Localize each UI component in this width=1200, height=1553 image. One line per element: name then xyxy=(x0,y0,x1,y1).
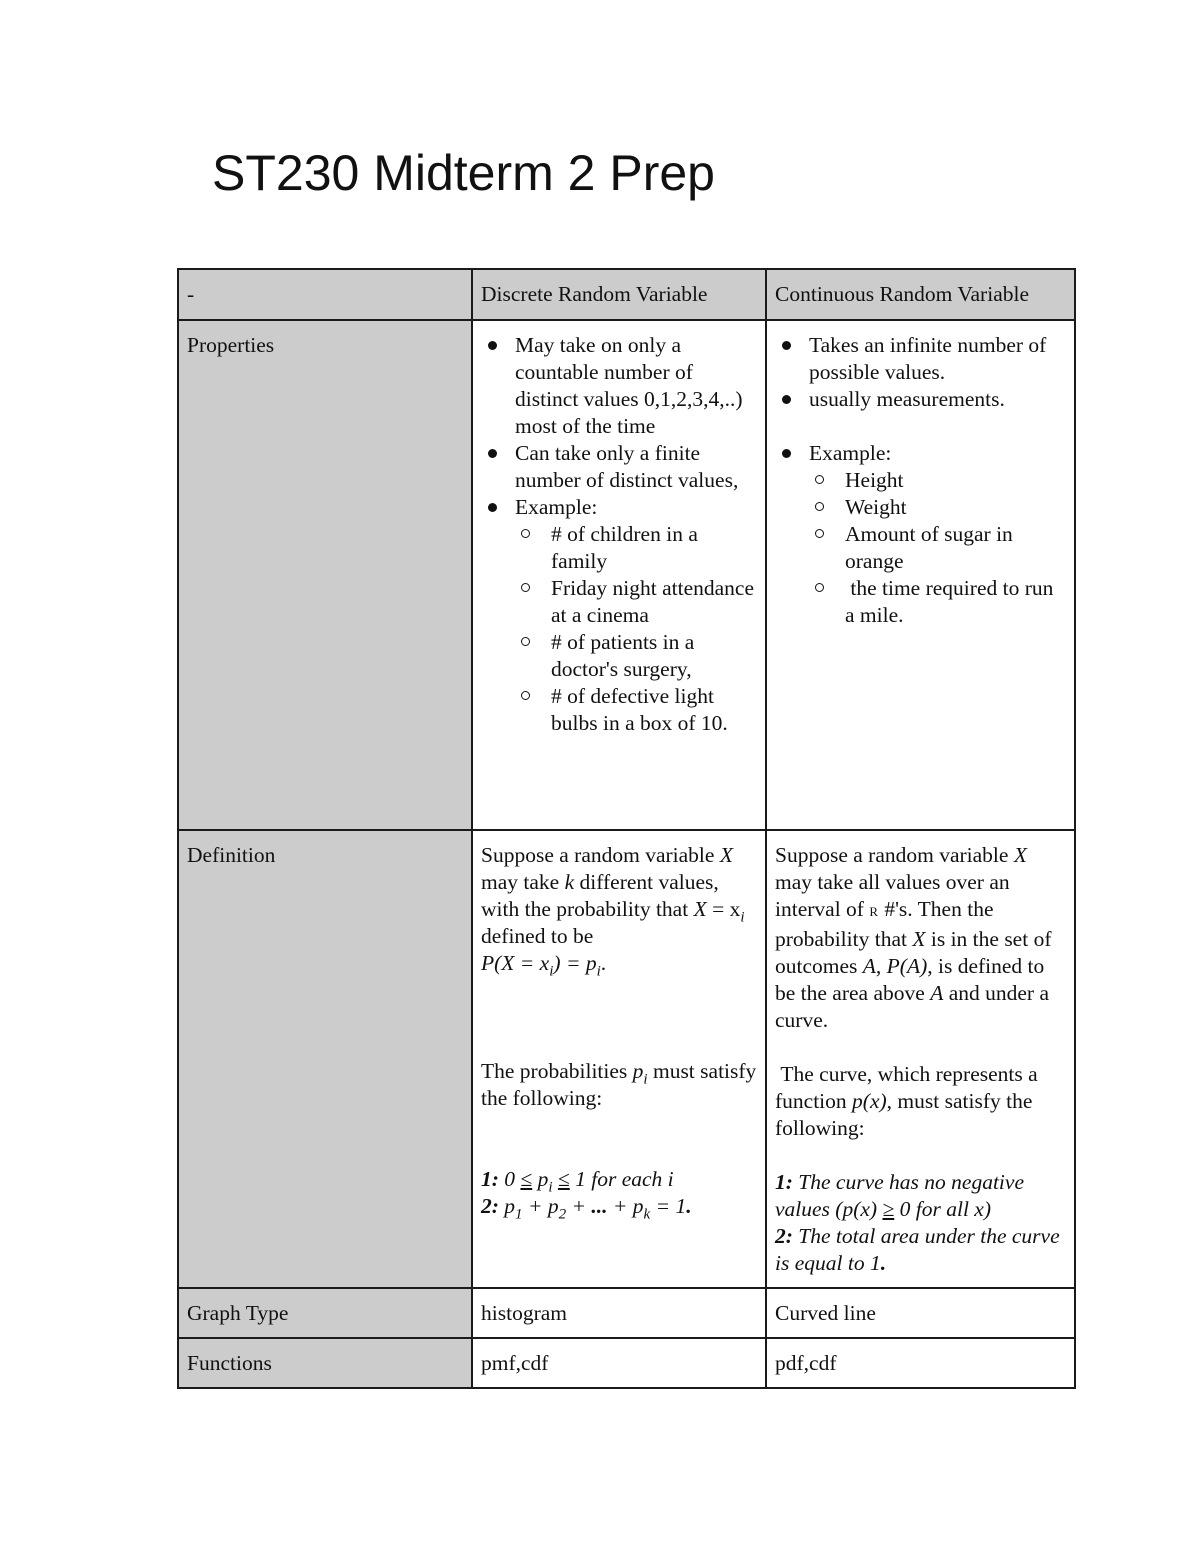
text-run: ≥ xyxy=(882,1197,895,1221)
variable-a: A xyxy=(930,981,944,1005)
text-run: 1 for each i xyxy=(569,1167,674,1191)
header-corner-cell: - xyxy=(178,269,472,320)
subscript-i: i xyxy=(549,963,554,980)
discrete-condition-2 xyxy=(481,1193,757,1223)
variable-p: p xyxy=(632,1059,644,1083)
header-discrete-cell: Discrete Random Variable xyxy=(472,269,766,320)
text-run: ... xyxy=(591,1194,608,1218)
spacer xyxy=(481,1112,757,1166)
list-item: Amount of sugar in orange xyxy=(845,521,1066,575)
text-run: ≤ xyxy=(557,1167,570,1191)
text-run: Suppose a random variable xyxy=(481,843,720,867)
variable-x: X xyxy=(912,927,926,951)
text-run: The total area under the curve is equal to 1 xyxy=(775,1224,1060,1275)
continuous-conditions-intro xyxy=(775,1061,1066,1142)
list-item: the time required to run a mile. xyxy=(845,575,1066,629)
text-run: must satisfy the following: xyxy=(481,1059,757,1110)
text-run: defined to be xyxy=(481,924,594,948)
text-run: . xyxy=(600,951,607,975)
text-run: = 1 xyxy=(650,1194,687,1218)
continuous-definition-paragraph xyxy=(775,842,1066,1034)
example-label: Example: xyxy=(515,495,598,519)
real-numbers-symbol: R xyxy=(869,905,879,919)
table-row-definition xyxy=(178,830,1075,1288)
table-row-graph-type xyxy=(178,1288,1075,1338)
list-item: Weight xyxy=(845,494,1066,521)
subscript-i: i xyxy=(548,1179,553,1196)
list-item xyxy=(515,494,757,737)
page-title: ST230 Midterm 2 Prep xyxy=(212,145,715,201)
continuous-condition-1 xyxy=(775,1169,1066,1223)
list-item: May take on only a countable number of distinct values 0,1,2,3,4,..) most of the time xyxy=(515,332,757,440)
continuous-examples-list xyxy=(809,467,1066,629)
text-run: p xyxy=(532,1167,549,1191)
text-run: 0 for all x) xyxy=(894,1197,992,1221)
variable-a: A, P(A) xyxy=(862,954,928,978)
subscript-i: i xyxy=(596,963,601,980)
condition-number: 2: xyxy=(481,1194,499,1218)
header-continuous-cell: Continuous Random Variable xyxy=(766,269,1075,320)
text-run: . xyxy=(880,1251,887,1275)
example-label: Example: xyxy=(809,441,892,465)
row-label-definition: Definition xyxy=(178,830,472,1288)
text-run: + xyxy=(566,1194,592,1218)
continuous-examples-group xyxy=(775,440,1066,629)
functions-discrete-cell: pmf,cdf xyxy=(472,1338,766,1388)
properties-discrete-cell xyxy=(472,320,766,830)
text-run: , is defined to be the area above xyxy=(775,954,1045,1005)
discrete-properties-list xyxy=(481,332,757,737)
text-run: Suppose a random variable xyxy=(775,843,1014,867)
discrete-conditions-intro xyxy=(481,1058,757,1112)
graph-type-discrete-cell: histogram xyxy=(472,1288,766,1338)
subscript: k xyxy=(643,1206,651,1223)
variable-x: X xyxy=(719,843,733,867)
row-label-functions: Functions xyxy=(178,1338,472,1388)
text-run: p xyxy=(498,1194,516,1218)
list-item: usually measurements. xyxy=(809,386,1066,413)
text-run: #'s. Then the probability that xyxy=(775,897,994,951)
text-run: ≤ xyxy=(520,1167,533,1191)
subscript-i: i xyxy=(740,909,745,926)
text-run: = x xyxy=(706,897,741,921)
list-item: Friday night attendance at a cinema xyxy=(551,575,757,629)
spacer xyxy=(775,413,1066,440)
continuous-condition-2 xyxy=(775,1223,1066,1277)
subscript: 2 xyxy=(558,1206,567,1223)
variable-x: X xyxy=(1013,843,1027,867)
formula-part: P(X = x xyxy=(481,951,550,975)
function-p-of-x: p(x) xyxy=(852,1089,887,1113)
condition-number: 1: xyxy=(775,1170,793,1194)
spacer xyxy=(481,977,757,1031)
text-run: may take xyxy=(481,870,565,894)
condition-number: 2: xyxy=(775,1224,793,1248)
text-run: The curve, which represents a function xyxy=(775,1062,1044,1113)
text-run: different values, with the probability that xyxy=(481,870,719,921)
text-run: The curve has no negative values (p(x) xyxy=(775,1170,1024,1221)
row-label-graph-type: Graph Type xyxy=(178,1288,472,1338)
variable-k: k xyxy=(564,870,575,894)
text-run: + p xyxy=(522,1194,559,1218)
discrete-condition-1 xyxy=(481,1166,757,1196)
spacer xyxy=(481,1031,757,1058)
text-run: , must satisfy the following: xyxy=(775,1089,1038,1140)
random-variable-comparison-table xyxy=(177,268,1076,1389)
text-run: The probabilities xyxy=(481,1059,633,1083)
discrete-definition-paragraph xyxy=(481,842,757,980)
row-label-properties: Properties xyxy=(178,320,472,830)
definition-discrete-cell xyxy=(472,830,766,1288)
text-run: . xyxy=(686,1194,692,1218)
list-item: # of defective light bulbs in a box of 10. xyxy=(551,683,757,737)
list-item: Takes an infinite number of possible values. xyxy=(809,332,1066,386)
formula-part: ) = p xyxy=(553,951,597,975)
spacer xyxy=(775,1034,1066,1061)
list-item: # of patients in a doctor's surgery, xyxy=(551,629,757,683)
properties-continuous-cell xyxy=(766,320,1075,830)
list-item xyxy=(809,440,1066,629)
table-header-row xyxy=(178,269,1075,320)
text-run: may take all values over an interval of xyxy=(775,870,1010,921)
definition-continuous-cell xyxy=(766,830,1075,1288)
subscript: 1 xyxy=(515,1206,523,1223)
text-run: 0 xyxy=(498,1167,521,1191)
text-run: + p xyxy=(607,1194,644,1218)
graph-type-continuous-cell: Curved line xyxy=(766,1288,1075,1338)
condition-number: 1: xyxy=(481,1167,499,1191)
table-row-properties xyxy=(178,320,1075,830)
spacer xyxy=(775,1142,1066,1169)
subscript-i: i xyxy=(643,1071,648,1088)
text-run: and under a curve. xyxy=(775,981,1049,1032)
discrete-examples-list xyxy=(515,521,757,737)
text-run: is in the set of outcomes xyxy=(775,927,1052,978)
continuous-properties-list xyxy=(775,332,1066,413)
list-item: Can take only a finite number of distinct values, xyxy=(515,440,757,494)
table-row-functions xyxy=(178,1338,1075,1388)
functions-continuous-cell: pdf,cdf xyxy=(766,1338,1075,1388)
variable-x: X xyxy=(693,897,707,921)
list-item: # of children in a family xyxy=(551,521,757,575)
list-item: Height xyxy=(845,467,1066,494)
